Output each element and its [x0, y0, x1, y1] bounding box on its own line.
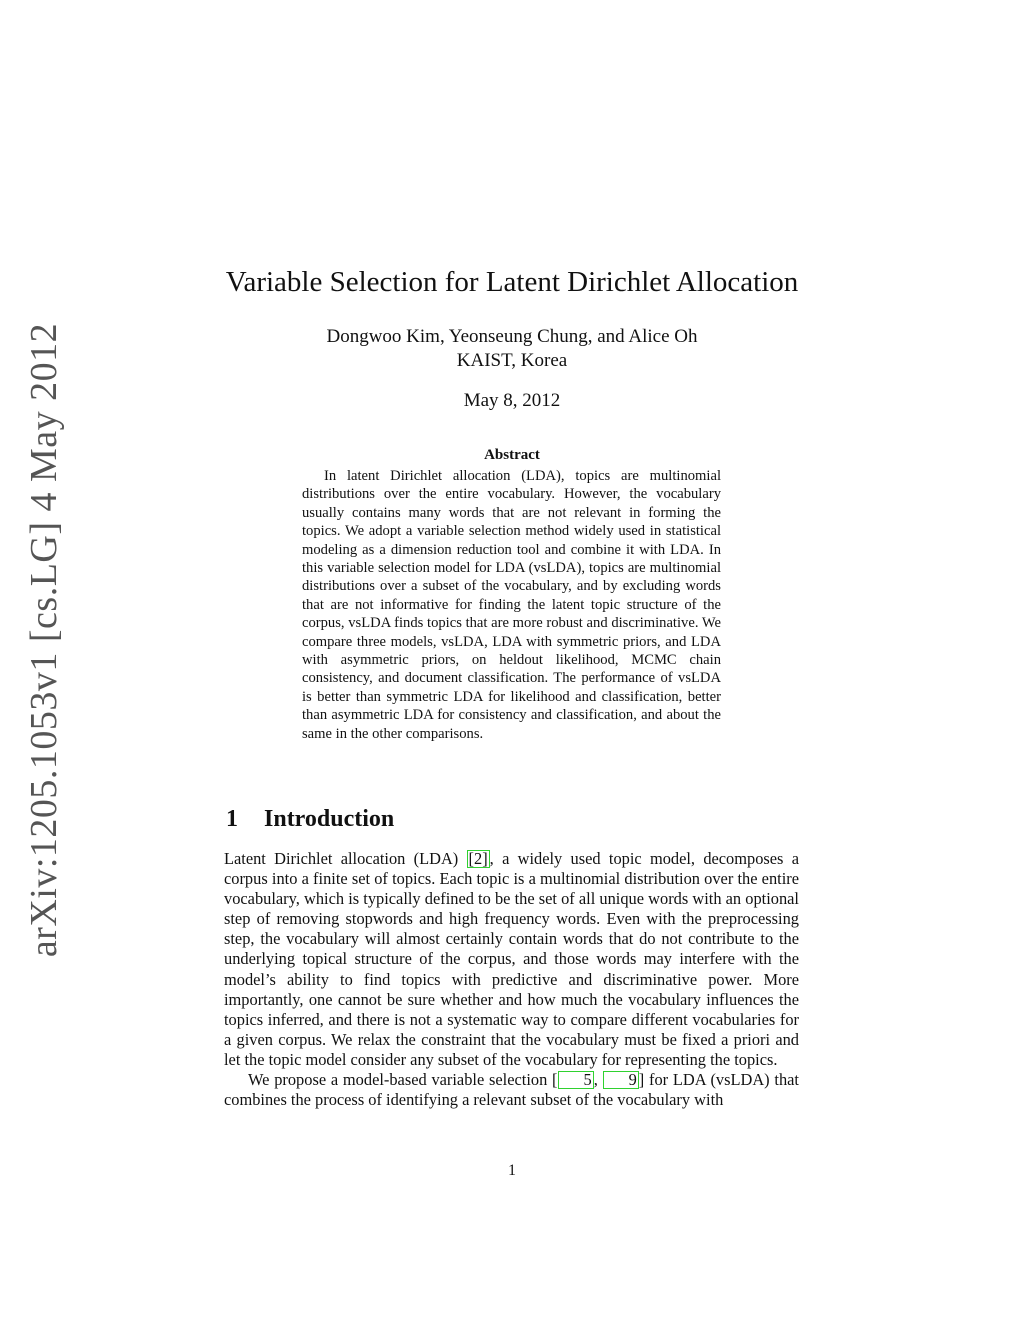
author-affiliation: KAIST, Korea — [456, 350, 568, 371]
intro-p1-text-end: , a widely used topic model, decomposes a corpus into a finite set of topics. Each topic is a multinomial distribution over the entire vocabulary, which is typically defined to be the set of all unique words with an optional step of removing stopwords and high frequency words. Even with the preprocessing step, the vocabulary will almost certainly contain words that do not contribute to the underlying topical structure of the corpus, and those words may interfere with the model’s ability to find topics with predictive and discriminative power. More importantly, one cannot be sure whether and how much the vocabulary influences the topics inferred, and there is not a systematic way to compare different vocabularies for a given corpus. We relax the constraint that the vocabulary must be fixed a priori and let the topic model consider any subset of the vocabulary for representing the topics. — [224, 849, 800, 1069]
introduction-body — [224, 849, 799, 1110]
arxiv-identifier-stamp: arXiv:1205.1053v1 [cs.LG] 4 May 2012 — [23, 322, 65, 958]
paper-title: Variable Selection for Latent Dirichlet Allocation — [225, 266, 799, 298]
citation-link-2[interactable]: [2] — [468, 849, 488, 868]
citation-link-5[interactable]: 5 — [558, 1071, 594, 1089]
abstract-text: In latent Dirichlet allocation (LDA), topics are multinomial distributions over the entire vocabulary. However, the vocabulary usually contains many words that are not relevant in forming the topics. We adopt a variable selection method widely used in statistical modeling as a dimension reduction tool and combine it with LDA. In this variable selection model for LDA (vsLDA), topics are multinomial distributions over a subset of the vocabulary, and by excluding words that are not informative for finding the latent topic structure of the corpus, vsLDA finds topics that are more robust and discriminative. We compare three models, vsLDA, LDA with symmetric priors, and LDA with asymmetric priors, on heldout likelihood, MCMC chain consistency, and document classification. The performance of vsLDA is better than symmetric LDA for likelihood and classification, better than asymmetric LDA for consistency and classification, and about the same in the other comparisons. — [302, 468, 721, 742]
section-title: Introduction — [264, 806, 395, 832]
page-number: 1 — [508, 1162, 516, 1179]
citation-link-9[interactable]: 9 — [603, 1071, 639, 1089]
intro-paragraph-2 — [224, 1070, 799, 1110]
intro-p2-text-end: ] for LDA (vsLDA) that combines the process of identifying a relevant subset of the vocabulary with — [224, 1070, 799, 1110]
abstract-heading: Abstract — [484, 447, 540, 463]
intro-paragraph-1 — [224, 849, 799, 1070]
paper-date: May 8, 2012 — [463, 390, 561, 411]
intro-p2-text-start: We propose a model-based variable selection [ — [248, 1070, 558, 1090]
intro-p1-text-start: Latent Dirichlet allocation (LDA) — [224, 849, 467, 868]
section-number: 1 — [226, 806, 238, 832]
citation-separator: , — [593, 1070, 603, 1090]
section-heading-introduction — [226, 806, 394, 833]
author-list: Dongwoo Kim, Yeonseung Chung, and Alice Oh — [326, 326, 698, 347]
